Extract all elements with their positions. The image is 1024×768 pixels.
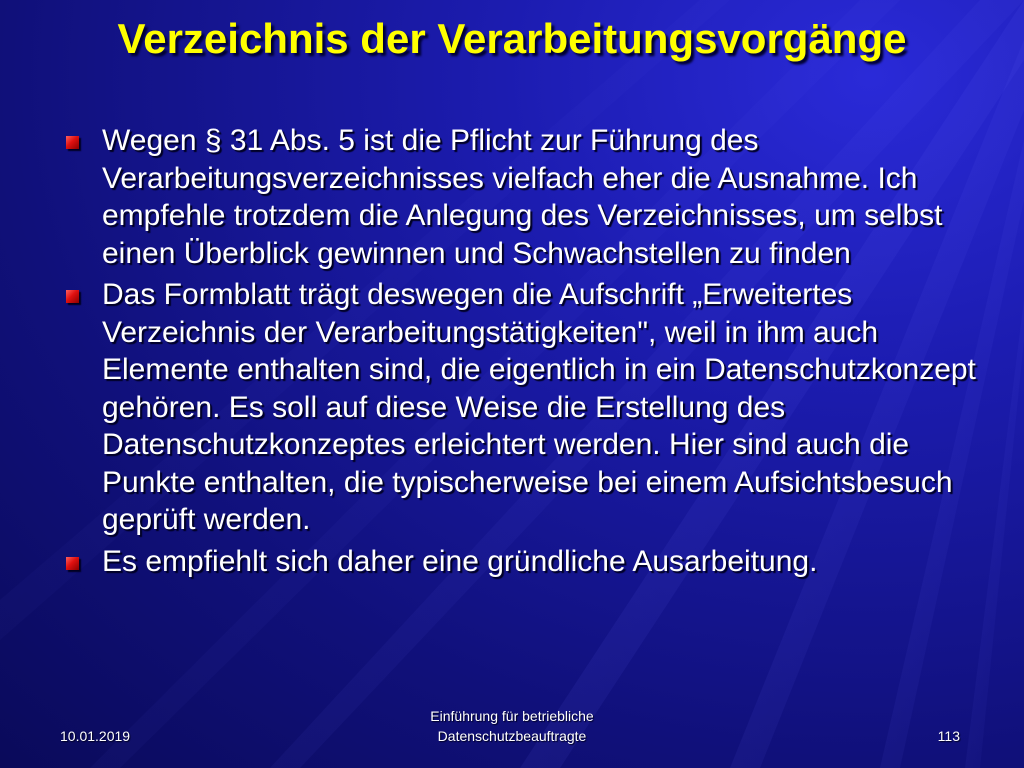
footer-title-line: Datenschutzbeauftragte xyxy=(437,728,587,744)
bullet-item xyxy=(60,276,980,539)
bullet-item xyxy=(60,122,980,272)
footer-title xyxy=(362,706,662,746)
footer-title-line: Einführung für betriebliche xyxy=(430,708,594,724)
bullet-item xyxy=(60,543,980,581)
bullet-text: Es empfiehlt sich daher eine gründliche Ausarbeitung. xyxy=(102,544,818,578)
footer-date: 10.01.2019 xyxy=(60,728,131,744)
slide-title: Verzeichnis der Verarbeitungsvorgänge xyxy=(117,15,907,62)
bullet-text: Wegen § 31 Abs. 5 ist die Pflicht zur Führung des Verarbeitungsverzeichnisses vielfach eher die Ausnahme. Ich empfehle trotzdem die Anlegung des Verzeichnisses, um selbst einen Überblick gewinnen und Schwachstellen zu finden xyxy=(102,124,943,270)
bullet-list xyxy=(60,122,980,584)
red-square-bullet-icon xyxy=(66,136,79,149)
page-number: 113 xyxy=(937,728,960,744)
red-square-bullet-icon xyxy=(66,557,79,570)
bullet-text: Das Formblatt trägt deswegen die Aufschrift „Erweitertes Verzeichnis der Verarbeitungstätigkeiten", weil in ihm auch Elemente enthalten sind, die eigentlich in ein Datenschutzkonzept gehören. Es soll auf diese Weise die Erstellung des Datenschutzkonzeptes erleichtert werden. Hier sind auch die Punkte enthalten, die typischerweise bei einem Aufsichtsbesuch geprüft werden. xyxy=(102,278,976,536)
red-square-bullet-icon xyxy=(66,290,79,303)
